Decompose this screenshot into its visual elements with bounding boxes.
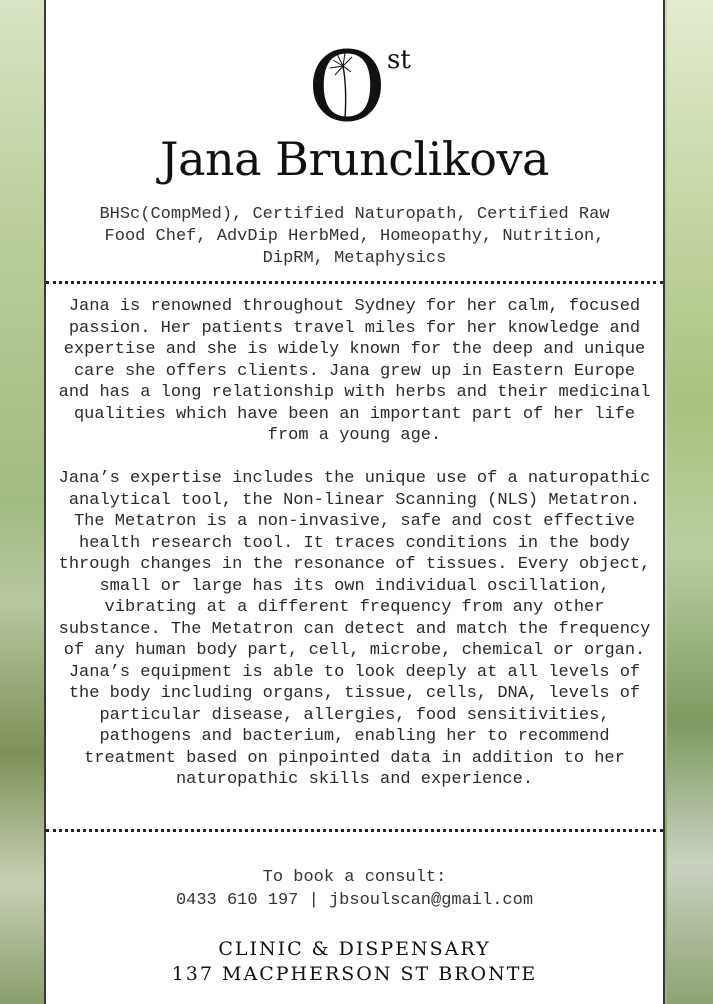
bio-paragraph-1: Jana is renowned throughout Sydney for her calm, focused passion. Her patients travel miles for her knowledge and expertise and she is widely known for the deep and unique care she offers clients. Jana grew up in Eastern Europe and has a long relationship with herbs and their medicinal qualities which have been an important part of her life from a young age.	[58, 297, 651, 445]
content-panel	[44, 0, 665, 1004]
practitioner-name: Jana Brunclikova	[160, 132, 549, 186]
background-right	[667, 0, 713, 1004]
logo-mark: O	[307, 38, 386, 128]
divider-top	[46, 281, 663, 284]
bio	[58, 296, 651, 791]
bio-paragraph-2: Jana’s expertise includes the unique use of a naturopathic analytical tool, the Non-linear Scanning (NLS) Metatron. The Metatron is a non-invasive, safe and cost effective health research tool. It traces conditions in the body through changes in the resonance of tissues. Every object, small or large has its own individual oscillation, vibrating at a different frequency from any other substance. The Metatron can detect and match the frequency of any human body part, cell, microbe, chemical or organ. Jana’s equipment is able to look deeply at all levels of the body including organs, tissue, cells, DNA, levels of particular disease, allergies, food sensitivities, pathogens and bacterium, enabling her to recommend treatment based on pinpointed data in addition to her naturopathic skills and experience.	[58, 469, 651, 789]
clinic-address: 137 MACPHERSON ST BRONTE	[171, 963, 538, 985]
logo	[46, 38, 663, 128]
clinic-title: CLINIC & DISPENSARY	[218, 938, 491, 960]
dandelion-logo-icon	[285, 38, 425, 128]
booking-label: To book a consult:	[262, 868, 447, 887]
contact-separator: |	[298, 891, 329, 910]
credentials: BHSc(CompMed), Certified Naturopath, Certified Raw Food Chef, AdvDip HerbMed, Homeopathy, Nutrition, DipRM, Metaphysics	[99, 205, 610, 268]
booking-contact	[46, 889, 663, 912]
background-left	[0, 0, 44, 1004]
divider-bottom	[46, 829, 663, 832]
booking	[46, 866, 663, 912]
logo-superscript: st	[386, 45, 411, 75]
email-address[interactable]: jbsoulscan@gmail.com	[328, 891, 534, 910]
clinic-info	[46, 937, 663, 987]
phone-number[interactable]: 0433 610 197	[175, 891, 299, 910]
